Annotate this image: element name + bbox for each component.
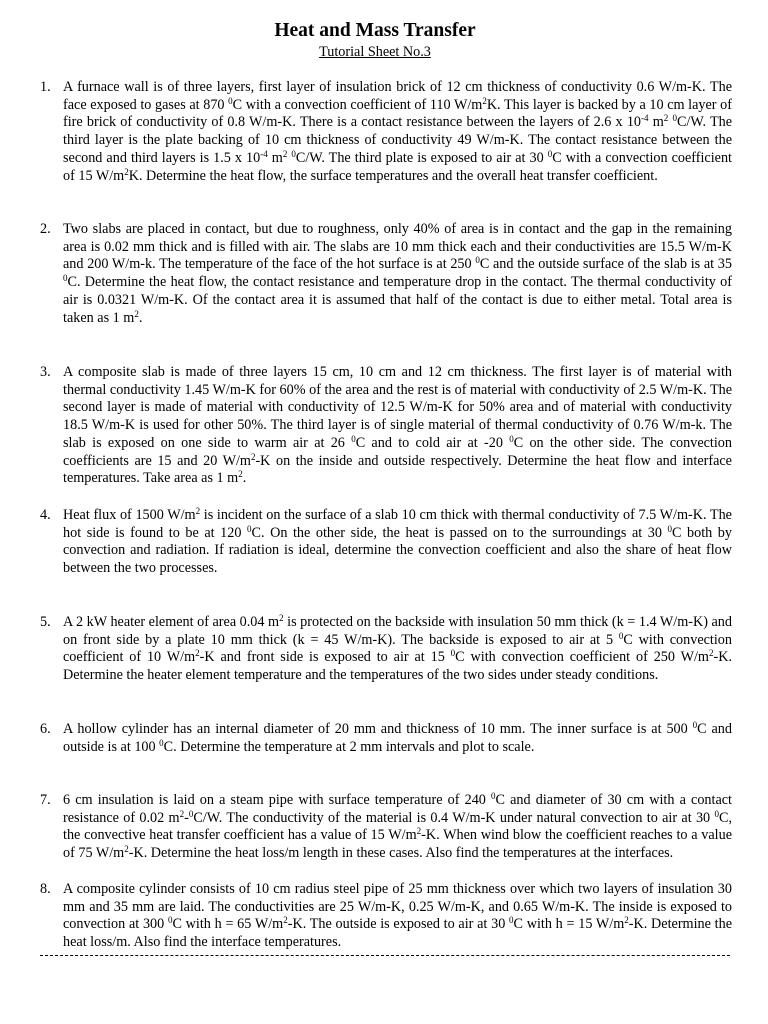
superscript: 0 [291,148,296,159]
text-run: m [648,114,664,131]
text-run: is incident on the surface of a slab 10 cm thick with thermal conductivity of 7.5 W/m-K. The hot side is found to be at 120 [63,507,732,541]
superscript: 2 [179,808,185,819]
superscript: 0 [63,273,68,284]
superscript: 0 [167,915,173,926]
problem-text [63,881,732,952]
text-run: C and the outside surface of the slab is at 35 [479,256,732,273]
superscript: 0 [714,808,719,819]
superscript: 2 [124,844,129,855]
text-run: -K. The outside is exposed to air at 30 [287,916,510,933]
problem-7 [40,792,732,863]
superscript: 2 [482,95,487,106]
superscript: 0 [692,720,698,730]
text-run: C. Determine the temperature at 2 mm intervals and plot to scale. [163,738,535,755]
text-run: 6 cm insulation is laid on a steam pipe with surface temperature of 240 [63,792,492,808]
text-run: A furnace wall is of three layers, first layer of insulation brick of 12 cm thickness of conductivity 0.6 W/m-K. The face exposed to gases at 870 [63,79,732,113]
superscript: 2 [663,113,669,124]
superscript: 0 [188,808,194,819]
text-run: C/W. The conductivity of the material is 0.4 W/m-K under natural convection to air at 30 [193,809,715,826]
text-run: C with a convection coefficient of 15 W/m [63,149,732,184]
text-run: C, the convective heat transfer coefficient has a value of 15 W/m [63,809,732,844]
superscript: 2 [279,613,284,623]
superscript: 0 [228,95,233,106]
superscript: 0 [475,255,480,266]
problem-number: 6. [40,721,51,737]
superscript: 2 [283,915,288,926]
text-run: C. Determine the heat flow, the contact resistance and temperature drop in the contact. The thermal conductivity of air is 0.0321 W/m-K. Of the contact area it is assumed that half of the contact is due to either metal. Total area is taken as 1 m [63,274,732,326]
problem-1 [40,79,732,185]
text-run: K. This layer is backed by a 10 cm layer of fire brick of conductivity of 0.8 W/m-K. There is a contact resistance between the layers of 2.6 x 10 [63,96,732,131]
text-run: C on the other side. The convection coefficients are 15 and 20 W/m [63,434,732,469]
text-run: Two slabs are placed in contact, but due to roughness, only 40% of area is in contact and the gap in the remaining area is 0.02 mm thick and is filled with air. The slabs are 10 mm thick each and their conductivities are 15.5 W/m-K and 200 W/m-k. The temperature of the face of the hot surface is at 250 [63,221,732,273]
text-run: - [184,809,189,826]
superscript: 0 [618,630,624,641]
superscript: 2 [195,648,200,659]
text-run: m [267,149,283,166]
problem-text [63,614,732,685]
problem-number: 1. [40,79,51,95]
superscript: 2 [624,915,629,926]
text-run: . [242,470,247,487]
problem-5 [40,614,732,685]
superscript: 2 [282,148,288,159]
superscript: -4 [641,113,649,124]
superscript: 2 [416,826,422,837]
problem-text [63,792,732,863]
text-run: A hollow cylinder has an internal diameter of 20 mm and thickness of 10 mm. The inner surface is at 500 [63,721,693,737]
superscript: 2 [124,166,129,177]
problem-text [63,364,732,488]
superscript: 0 [509,433,514,444]
superscript: 0 [509,915,514,926]
superscript: 0 [667,523,672,534]
problem-text [63,79,732,185]
problem-6 [40,721,732,756]
problem-number: 8. [40,881,51,897]
text-run: -K. Determine the heat loss/m. Also find the interface temperatures. [63,916,732,951]
superscript: 2 [238,469,243,480]
superscript: 0 [491,791,496,801]
problem-text [63,221,732,327]
text-run: A composite cylinder consists of 10 cm radius steel pipe of 25 mm thickness over which two layers of insulation 30 mm and 35 mm are laid. The conductivities are 25 W/m-K, 0.25 W/m-K, and 0.65 W/m-K. The inside is exposed to convection at 300 [63,881,732,933]
text-run: C with h = 65 W/m [172,916,284,933]
text-run: C with convection coefficient of 250 W/m [455,649,709,666]
superscript: 0 [450,648,456,659]
problem-number: 7. [40,792,51,808]
superscript: 2 [250,451,256,462]
text-run: C both by convection and radiation. If radiation is ideal, determine the convection coefficient and also the share of heat flow between the two processes. [63,524,732,577]
superscript: 0 [547,148,553,159]
text-run: A 2 kW heater element of area 0.04 m [63,614,280,630]
problem-2 [40,221,732,327]
problem-number: 4. [40,507,51,523]
text-run: -K on the inside and outside respectively. Determine the heat flow and interface temperatures. Take area as 1 m [63,452,732,487]
text-run: is protected on the backside with insulation 50 mm thick (k = 1.4 W/m-K) and on front side by a plate 10 mm thick (k = 45 W/m-K). The backside is exposed to air at 5 [63,614,732,648]
text-run: . [138,309,143,326]
superscript: 0 [159,737,164,748]
text-run: K. Determine the heat flow, the surface temperatures and the overall heat transfer coefficient. [128,167,658,184]
text-run: C. On the other side, the heat is passed on to the surroundings at 30 [251,524,668,541]
problem-text [63,721,732,756]
problem-3 [40,364,732,488]
problem-4 [40,507,732,578]
superscript: 0 [351,433,356,444]
text-run: C/W. The third plate is exposed to air at 30 [295,149,548,166]
superscript: 2 [134,308,139,319]
text-run: C and to cold air at -20 [355,434,510,451]
text-run: -K and front side is exposed to air at 15 [199,649,451,666]
dashed-divider [40,955,730,956]
text-run: C with h = 15 W/m [513,916,625,933]
page-subtitle: Tutorial Sheet No.3 [319,44,431,60]
superscript: 2 [708,648,714,659]
problem-number: 5. [40,614,51,630]
superscript: 0 [247,523,252,534]
text-run: -K. When wind blow the coefficient reaches to a value of 75 W/m [63,827,732,862]
problem-text [63,507,732,578]
problem-number: 2. [40,221,51,237]
superscript: 2 [195,506,201,516]
text-run: C and diameter of 30 cm with a contact resistance of 0.02 m [63,792,732,826]
text-run: -K. Determine the heat loss/m length in these cases. Also find the temperatures at the interfaces. [128,845,674,862]
text-run: C with a convection coefficient of 110 W/m [232,96,483,113]
text-run: -K. Determine the heater element temperature and the temperatures of the two sides under steady conditions. [63,649,732,684]
text-run: A composite slab is made of three layers 15 cm, 10 cm and 12 cm thickness. The first layer is of material with thermal conductivity 1.45 W/m-K for 60% of the area and the rest is of material with conductivity of 2.5 W/m-K. The second layer is made of material with conductivity of 12.5 W/m-K for 50% area and of material with conductivity 18.5 W/m-K is used for other 50%. The third layer is of single material of thermal conductivity of 0.76 W/m-k. The slab is exposed on one side to warm air at 26 [63,364,732,451]
text-run: Heat flux of 1500 W/m [63,507,196,523]
text-run: C with convection coefficient of 10 W/m [63,631,732,666]
superscript: -4 [260,148,268,159]
problem-8 [40,881,732,952]
text-run: C/W. The third layer is the plate backing of 10 cm thickness of conductivity 49 W/m-K. The contact resistance between the second and third layers is 1.5 x 10 [63,114,733,166]
page-title: Heat and Mass Transfer [274,20,476,41]
text-run: C and outside is at 100 [63,721,732,755]
problem-number: 3. [40,364,51,380]
superscript: 0 [672,113,677,124]
